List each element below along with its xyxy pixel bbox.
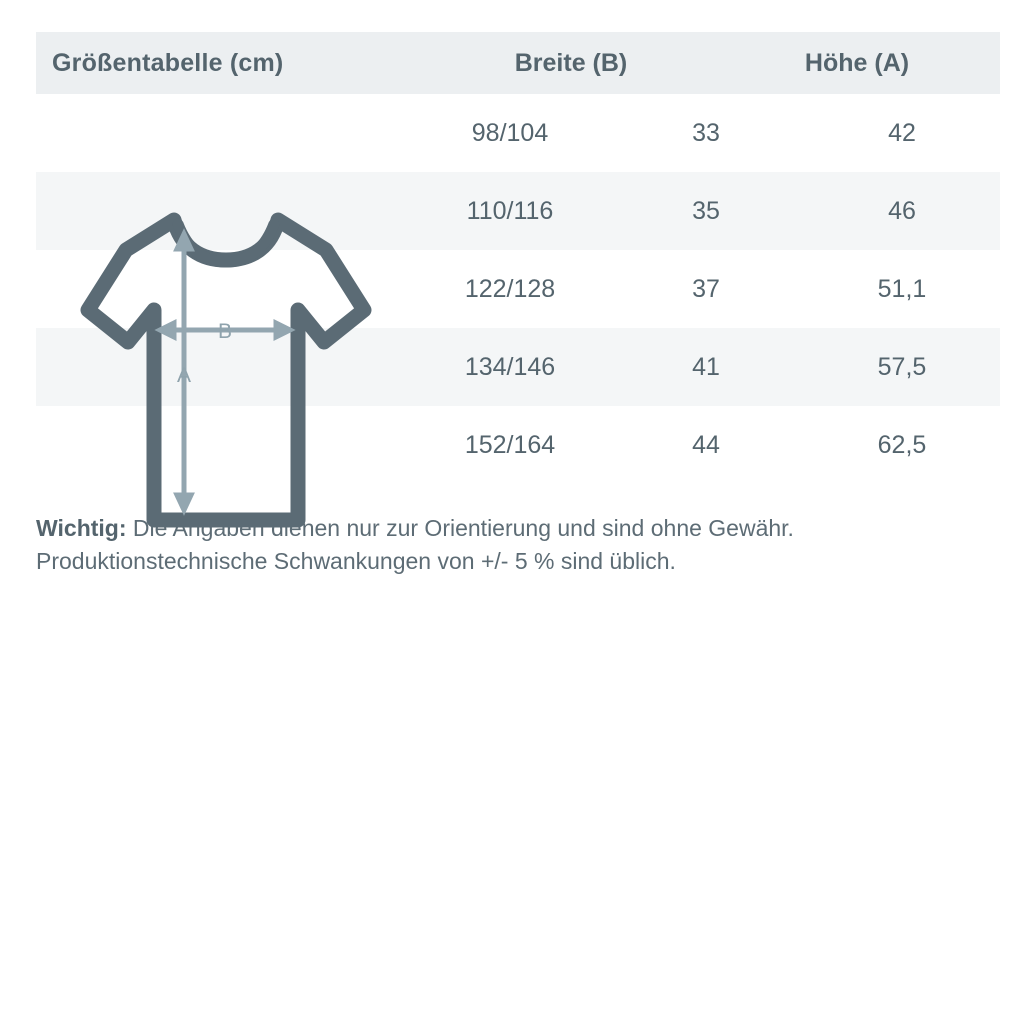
column-header-width: Breite (B) — [514, 48, 628, 77]
tshirt-diagram-cell — [36, 94, 412, 484]
table-row — [412, 406, 1000, 484]
column-header-height: Höhe (A) — [804, 48, 910, 77]
table-row — [412, 250, 1000, 328]
size-chart-body — [36, 94, 1000, 484]
tshirt-icon — [66, 202, 386, 532]
cell-height: 57,5 — [877, 352, 927, 381]
size-chart-header — [36, 32, 1000, 94]
cell-width: 44 — [692, 430, 720, 459]
cell-height: 46 — [888, 196, 916, 225]
disclaimer-line-1: Die Angaben dienen nur zur Orientierung und sind ohne Gewähr. — [126, 515, 794, 541]
size-chart — [36, 32, 1000, 484]
disclaimer-label: Wichtig: — [36, 515, 127, 541]
size-chart-title: Größentabelle (cm) — [52, 48, 284, 77]
height-label: A — [176, 364, 192, 387]
size-rows — [412, 94, 1000, 484]
cell-height: 51,1 — [877, 274, 927, 303]
table-row — [412, 328, 1000, 406]
cell-size: 110/116 — [466, 196, 554, 225]
cell-size: 134/146 — [464, 352, 556, 381]
disclaimer-line-2: Produktionstechnische Schwankungen von +/- 5 % sind üblich. — [36, 547, 676, 574]
cell-height: 42 — [888, 118, 916, 147]
width-label: B — [217, 320, 233, 343]
table-row — [412, 94, 1000, 172]
cell-width: 35 — [692, 196, 720, 225]
cell-height: 62,5 — [877, 430, 927, 459]
table-row — [412, 172, 1000, 250]
cell-width: 37 — [692, 274, 720, 303]
cell-width: 33 — [692, 118, 720, 147]
cell-width: 41 — [692, 352, 720, 381]
cell-size: 98/104 — [471, 118, 549, 147]
cell-size: 152/164 — [464, 430, 556, 459]
cell-size: 122/128 — [464, 274, 556, 303]
